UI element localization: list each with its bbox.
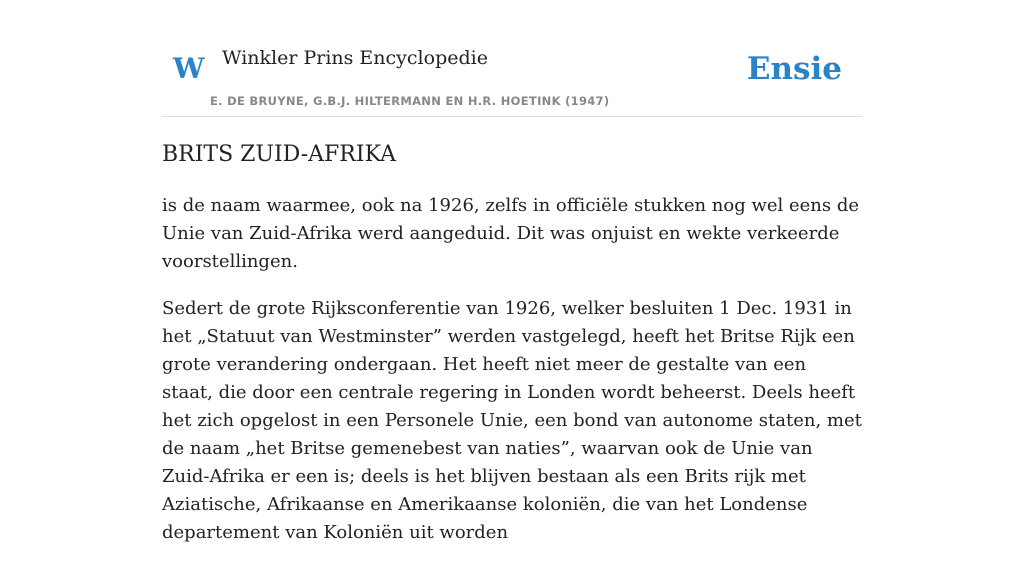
- source-title[interactable]: Winkler Prins Encyclopedie: [222, 47, 488, 69]
- paragraph: Sedert de grote Rijksconferentie van 1926, welker besluiten 1 Dec. 1931 in het „Statuut van Westminster” werden vastgelegd, heeft het Britse Rijk een grote verandering ondergaan. Het heeft niet meer de gestalte van een staat, die door een centrale regering in Londen wordt beheerst. Deels heeft het zich opgelost in een Personele Unie, een bond van autonome staten, met de naam „het Britse gemenebest van naties”, waarvan ook de Unie van Zuid-Afrika er een is; deels is het blijven bestaan als een Brits rijk met Aziatische, Afrikaanse en Amerikaanse koloniën, die van het Londense departement van Koloniën uit worden: [162, 298, 862, 543]
- article-title: BRITS ZUID-AFRIKA: [162, 142, 396, 167]
- authors-line: E. DE BRUYNE, G.B.J. HILTERMANN EN H.R. HOETINK (1947): [210, 94, 610, 108]
- winkler-prins-logo-icon[interactable]: W: [173, 52, 205, 85]
- paragraph: is de naam waarmee, ook na 1926, zelfs in officiële stukken nog wel eens de Unie van Zuid-Afrika werd aangeduid. Dit was onjuist en wekte verkeerde voorstellingen.: [162, 195, 860, 272]
- article-body: [162, 192, 862, 566]
- ensie-logo[interactable]: Ensie: [746, 51, 842, 87]
- header: [162, 0, 862, 117]
